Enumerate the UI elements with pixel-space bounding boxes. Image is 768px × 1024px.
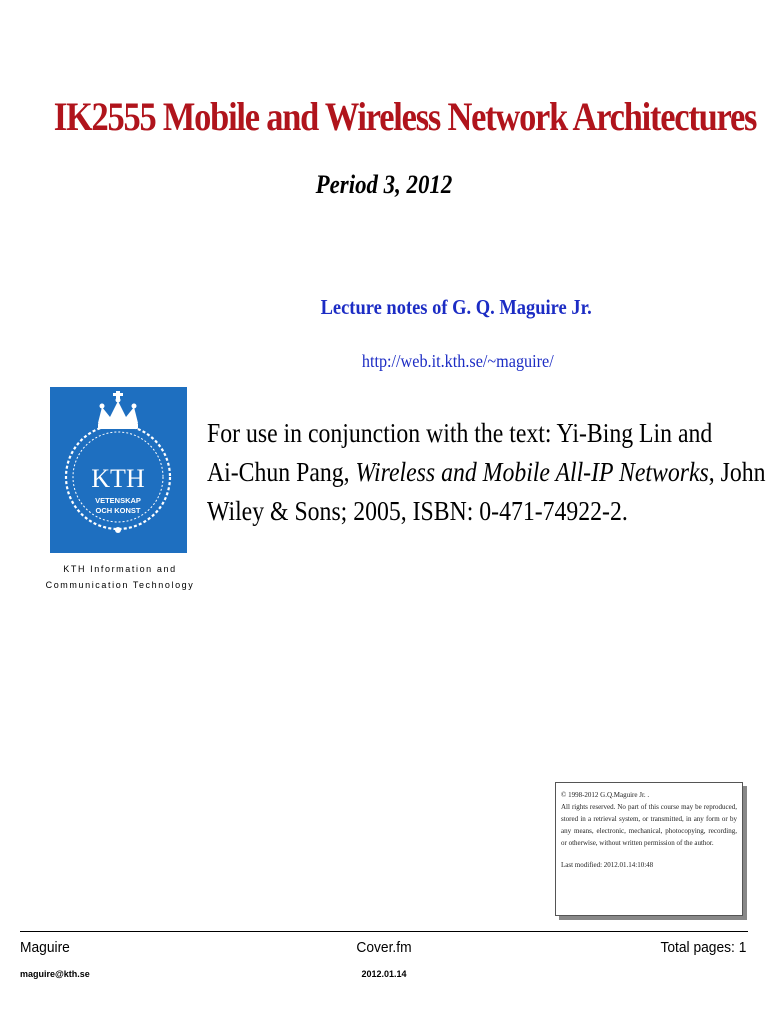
copyright-line: © 1998-2012 G.Q.Maguire Jr. . [561, 791, 650, 799]
textbook-line3: Wiley & Sons; 2005, ISBN: 0-471-74922-2. [207, 496, 628, 526]
textbook-line1: For use in conjunction with the text: Yi-Bing Lin and [207, 418, 713, 448]
copyright-notice [555, 782, 743, 916]
logo-caption-line1: KTH Information and [63, 564, 177, 574]
copyright-body: All rights reserved. No part of this course may be reproduced, stored in a retrieval system, or transmitted, in any form or by any means, electronic, mechanical, photocopying, recording, or otherwise, without written permission of the author. [561, 803, 737, 847]
footer-date: 2012.01.14 [361, 969, 407, 979]
lecture-notes-author: Lecture notes of G. Q. Maguire Jr. [320, 295, 592, 319]
footer-filename: Cover.fm [356, 939, 412, 956]
author-url-link[interactable]: http://web.it.kth.se/~maguire/ [361, 351, 554, 371]
last-modified: Last modified: 2012.01.14:10:48 [561, 861, 654, 869]
textbook-line2: Ai-Chun Pang, Wireless and Mobile All-IP Networks, John [207, 457, 766, 487]
kth-logo [50, 387, 187, 553]
textbook-reference [207, 414, 766, 531]
svg-text:OCH KONST: OCH KONST [95, 506, 141, 515]
svg-text:KTH: KTH [91, 464, 145, 493]
course-period: Period 3, 2012 [315, 170, 453, 199]
textbook-title: Wireless and Mobile All-IP Networks [355, 457, 709, 487]
kth-crest-icon [50, 387, 187, 553]
footer-author: Maguire [20, 939, 70, 956]
document-title: IK2555 Mobile and Wireless Network Architectures [53, 94, 757, 139]
logo-caption [20, 561, 220, 593]
logo-caption-line2: Communication Technology [45, 580, 195, 590]
footer-total-pages: Total pages: 1 [660, 939, 746, 956]
svg-text:VETENSKAP: VETENSKAP [95, 496, 141, 505]
footer-divider [20, 931, 748, 932]
footer-email: maguire@kth.se [20, 969, 90, 979]
